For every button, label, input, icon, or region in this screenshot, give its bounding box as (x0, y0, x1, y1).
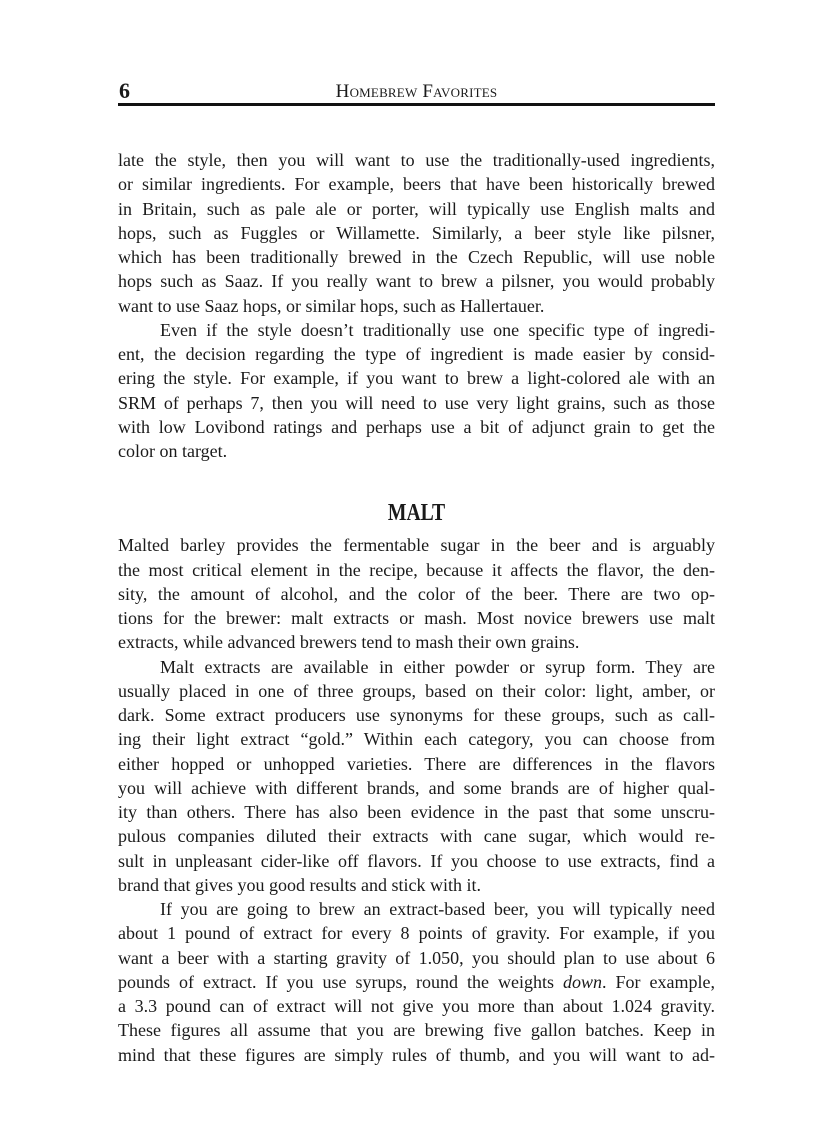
text-line: Malt extracts are available in either powder or syrup form. They are (160, 656, 715, 677)
text-line: late the style, then you will want to use the traditionally-used ingredients, (118, 150, 715, 170)
text-segment: . For example, (602, 971, 715, 992)
text-line: a 3.3 pound can of extract will not give you more than about 1.024 gravity. (118, 996, 715, 1016)
text-line: mind that these figures are simply rules of thumb, and you will want to ad- (118, 1044, 715, 1065)
text-line: you will achieve with different brands, and some brands are of higher qual- (118, 777, 715, 798)
text-line: want to use Saaz hops, or similar hops, such as Hallertauer. (118, 295, 545, 316)
running-head: Homebrew Favorites (335, 81, 498, 102)
text-line: sult in unpleasant cider-like off flavors. If you choose to use extracts, find a (118, 850, 715, 871)
text-line: brand that gives you good results and stick with it. (118, 874, 481, 895)
paragraph (118, 897, 715, 1067)
text-line: which has been traditionally brewed in the Czech Republic, will use noble (118, 247, 715, 267)
page-number: 6 (119, 78, 130, 103)
text-line: tions for the brewer: malt extracts or mash. Most novice brewers use malt (118, 608, 715, 628)
text-segment: pounds of extract. If you use syrups, round the weights (118, 971, 563, 992)
text-line: either hopped or unhopped varieties. There are differences in the flavors (118, 753, 715, 774)
paragraph (118, 655, 715, 898)
text-line: the most critical element in the recipe, because it affects the flavor, the den- (118, 559, 715, 580)
paragraph (118, 533, 715, 654)
text-line: ering the style. For example, if you want to brew a light-colored ale with an (118, 368, 715, 389)
text-line: Malted barley provides the fermentable sugar in the beer and is arguably (118, 535, 715, 556)
text-line: SRM of perhaps 7, then you will need to use very light grains, such as those (118, 392, 715, 413)
text-line: sity, the amount of alcohol, and the color of the beer. There are two op- (118, 583, 715, 604)
text-line: usually placed in one of three groups, based on their color: light, amber, or (118, 680, 715, 701)
paragraph (118, 148, 715, 318)
text-line (118, 970, 715, 994)
text-line: ing their light extract “gold.” Within each category, you can choose from (118, 729, 715, 750)
page-header (118, 79, 715, 105)
text-line: If you are going to brew an extract-based beer, you will typically need (160, 899, 715, 919)
paragraph (118, 318, 715, 464)
text-line: ity than others. There has also been evidence in the past that some unscru- (118, 802, 715, 822)
text-line: about 1 pound of extract for every 8 points of gravity. For example, if you (118, 923, 715, 944)
section-title: MALT (387, 500, 446, 527)
text-line: color on target. (118, 441, 228, 461)
header-rule (118, 103, 715, 106)
text-line: dark. Some extract producers use synonyms for these groups, such as call- (118, 705, 715, 725)
text-line: extracts, while advanced brewers tend to mash their own grains. (118, 632, 580, 653)
text-line: These figures all assume that you are brewing five gallon batches. Keep in (118, 1020, 715, 1041)
text-line: in Britain, such as pale ale or porter, will typically use English malts and (118, 198, 715, 219)
body-text (118, 148, 715, 1067)
text-line: with low Lovibond ratings and perhaps use a bit of adjunct grain to get the (118, 416, 715, 437)
text-line: ent, the decision regarding the type of ingredient is made easier by consid- (118, 344, 715, 364)
text-line: pulous companies diluted their extracts with cane sugar, which would re- (118, 826, 715, 847)
text-line: hops, such as Fuggles or Willamette. Similarly, a beer style like pilsner, (118, 222, 715, 243)
text-line: Even if the style doesn’t traditionally use one specific type of ingredi- (160, 319, 715, 340)
section-spacer (118, 463, 715, 499)
text-line: want a beer with a starting gravity of 1.050, you should plan to use about 6 (118, 947, 715, 968)
text-line: or similar ingredients. For example, beers that have been historically brewed (118, 174, 715, 195)
emphasized-word: down (562, 971, 602, 992)
text-line: hops such as Saaz. If you really want to brew a pilsner, you would probably (118, 271, 715, 292)
